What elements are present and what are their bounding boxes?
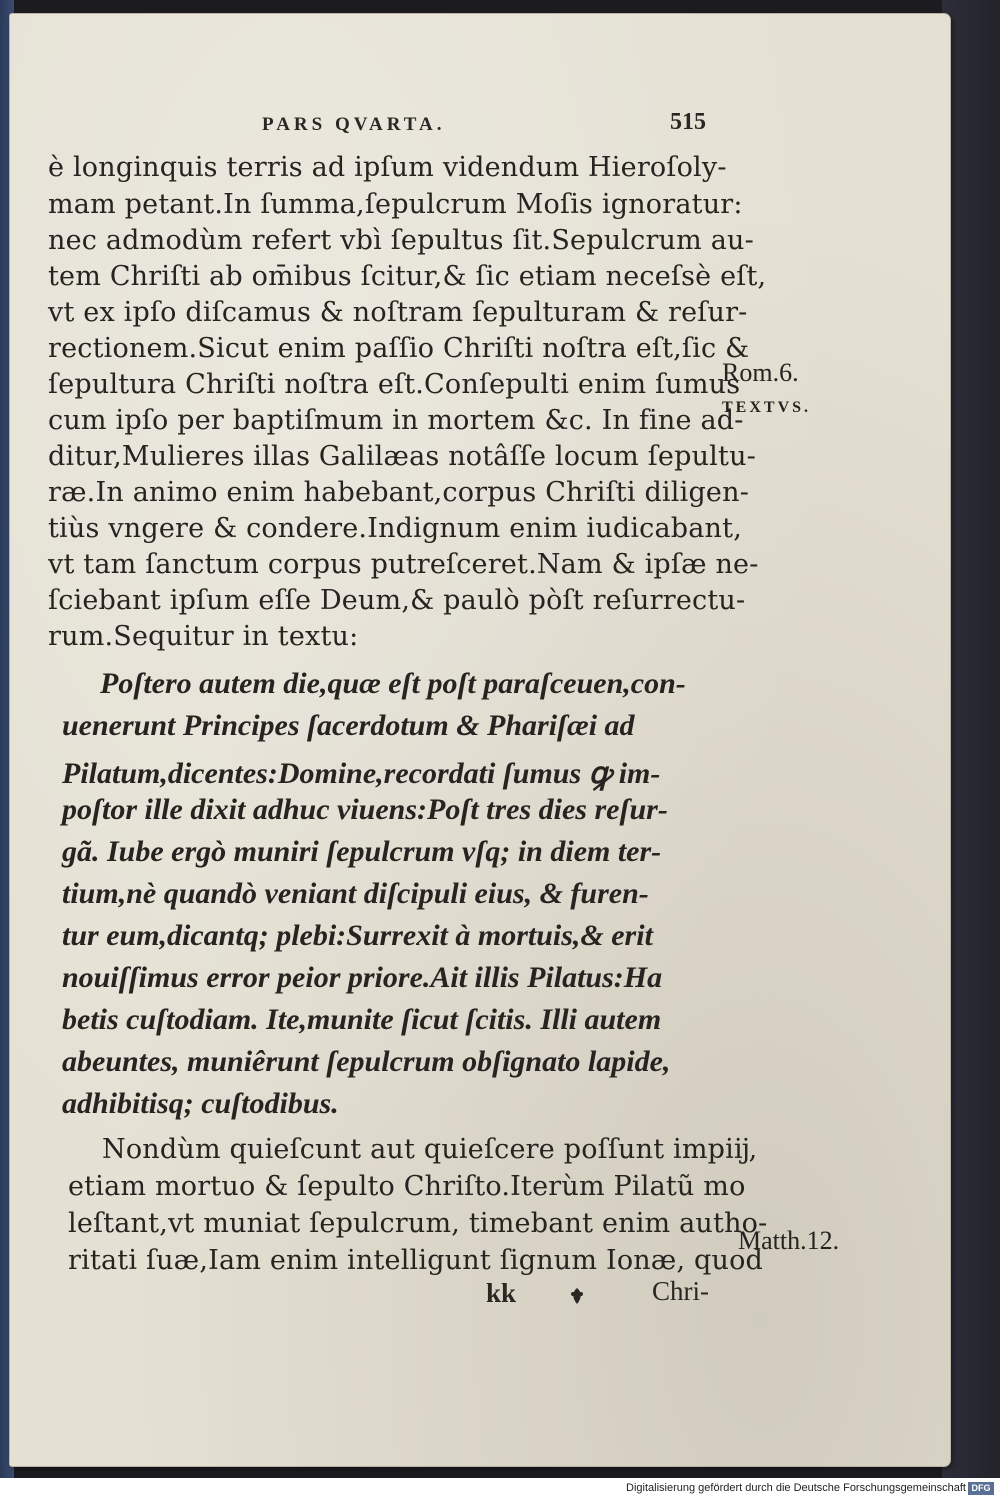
scanner-backdrop-right (942, 0, 1000, 1478)
margin-note-matth: Matth.12. (738, 1226, 840, 1255)
body-line: vt ex ipſo diſcamus & noſtram ſepulturam & reſur- (48, 297, 748, 328)
running-head: PARS QVARTA. (262, 114, 446, 135)
quotation-line: adhibitisq; cuſtodibus. (62, 1087, 339, 1120)
leaf-ornament-icon (568, 1286, 586, 1306)
body-line: rum.Sequitur in textu: (48, 621, 359, 652)
quotation-line: gã. Iube ergò muniri ſepulcrum vſq; in diem ter- (62, 835, 662, 868)
dfg-logo: DFG (968, 1482, 994, 1495)
body-line: vt tam ſanctum corpus putreſceret.Nam & ipſæ ne- (48, 549, 759, 580)
catchword: Chri- (652, 1276, 709, 1306)
book-page (10, 14, 950, 1466)
margin-note-textus: TEXTVS. (722, 399, 812, 416)
quotation-line: Pilatum,dicentes:Domine,recordati ſumus ꝙ im- (62, 757, 661, 790)
body-line: cum ipſo per baptiſmum in mortem &c. In fine ad- (48, 405, 744, 436)
body-line: nec admodùm refert vbì ſepultus ſit.Sepulcrum au- (48, 225, 754, 256)
margin-note-rom: Rom.6. (722, 358, 799, 387)
quotation-line: betis cuſtodiam. Ite,munite ſicut ſcitis. Illi autem (62, 1003, 662, 1036)
body-line: ſepultura Chriſti noſtra eſt.Conſepulti enim ſumus (48, 369, 741, 400)
body-line: tem Chriſti ab om̄ibus ſcitur,& ſic etiam neceſsè eſt, (48, 261, 767, 292)
body-line: rectionem.Sicut enim paſſio Chriſti noſtra eſt,ſic & (48, 333, 750, 364)
signature-mark: kk (486, 1278, 517, 1308)
quotation-line: uenerunt Principes ſacerdotum & Phariſæi ad (62, 709, 635, 742)
body-line: tiùs vngere & condere.Indignum enim iudicabant, (48, 513, 742, 544)
body-line: ritati ſuæ,Iam enim intelligunt ſignum Ionæ, quod (68, 1245, 764, 1276)
body-line: ſciebant ipſum eſſe Deum,& paulò pòſt reſurrectu- (48, 585, 746, 616)
body-line: è longinquis terris ad ipſum videndum Hieroſoly- (48, 152, 727, 183)
body-line: etiam mortuo & ſepulto Chriſto.Iterùm Pilatũ mo (68, 1171, 746, 1202)
quotation-line: Poſtero autem die,quæ eſt poſt paraſceuen,con- (100, 667, 686, 700)
quotation-line: tium,nè quandò veniant diſcipuli eius, & furen- (62, 877, 649, 910)
body-line: Nondùm quieſcunt aut quieſcere poſſunt impiĳ, (102, 1134, 758, 1165)
body-line: ditur,Mulieres illas Galilæas notâſſe locum ſepultu- (48, 441, 756, 472)
body-line: ræ.In animo enim habebant,corpus Chriſti diligen- (48, 477, 750, 508)
quotation-line: nouiſſimus error peior priore.Ait illis Pilatus:Ha (62, 961, 663, 994)
page-number: 515 (670, 109, 706, 135)
body-line: mam petant.In ſumma,ſepulcrum Moſis ignoratur: (48, 189, 743, 220)
quotation-line: abeuntes, muniêrunt ſepulcrum obſignato lapide, (62, 1045, 671, 1078)
body-line: leſtant,vt muniat ſepulcrum, timebant enim autho- (68, 1208, 768, 1239)
funding-credit: Digitalisierung gefördert durch die Deutsche Forschungsgemeinschaft (626, 1482, 966, 1494)
quotation-line: poſtor ille dixit adhuc viuens:Poſt tres dies reſur- (62, 793, 668, 826)
quotation-line: tur eum,dicantq; plebi:Surrexit à mortuis,& erit (62, 919, 653, 952)
